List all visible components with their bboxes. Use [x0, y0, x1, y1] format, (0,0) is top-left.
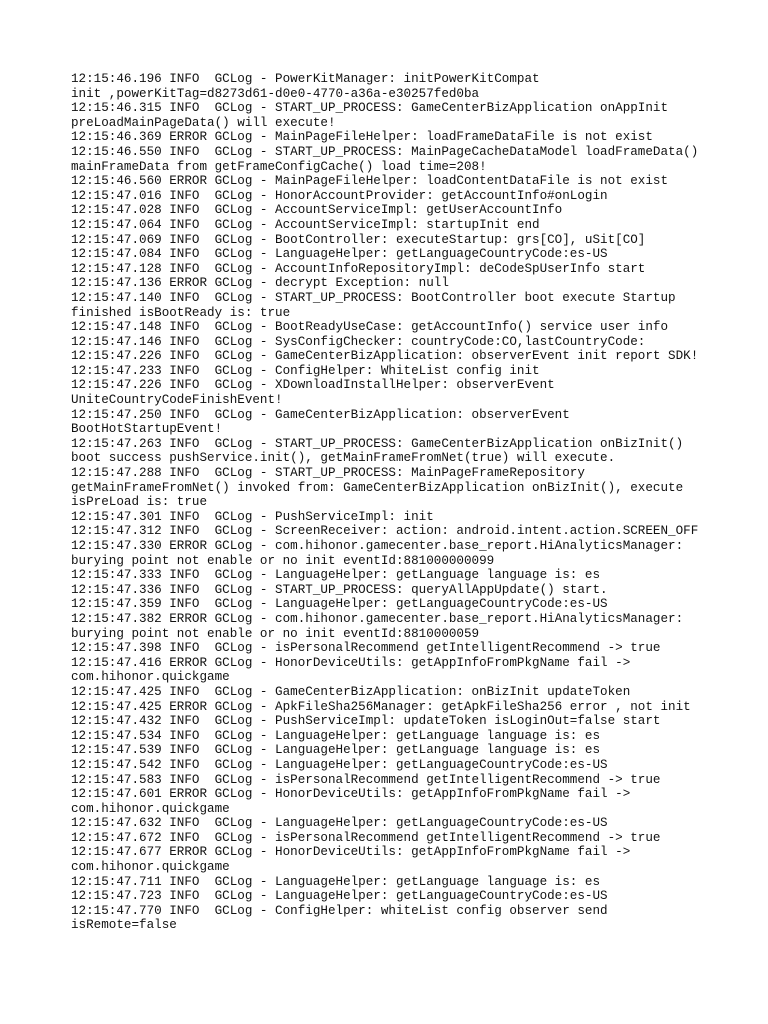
log-line: burying point not enable or no init eventId:881000000099 [71, 553, 495, 568]
log-line: 12:15:47.233 INFO GCLog - ConfigHelper: WhiteList config init [71, 363, 540, 378]
log-line: 12:15:47.583 INFO GCLog - isPersonalRecommend getIntelligentRecommend -> true [71, 772, 661, 787]
log-line: 12:15:47.601 ERROR GCLog - HonorDeviceUtils: getAppInfoFromPkgName fail -> [71, 787, 631, 802]
log-line: 12:15:47.336 INFO GCLog - START_UP_PROCESS: queryAllAppUpdate() start. [71, 582, 608, 597]
log-line: getMainFrameFromNet() invoked from: GameCenterBizApplication onBizInit(), execute [71, 480, 684, 495]
log-line: 12:15:47.770 INFO GCLog - ConfigHelper: whiteList config observer send [71, 903, 608, 918]
log-line: 12:15:47.333 INFO GCLog - LanguageHelper: getLanguage language is: es [71, 568, 601, 583]
log-line: 12:15:47.330 ERROR GCLog - com.hihonor.gamecenter.base_report.HiAnalyticsManager: [71, 539, 684, 553]
log-line: com.hihonor.quickgame [71, 801, 230, 816]
log-line: 12:15:47.250 INFO GCLog - GameCenterBizApplication: observerEvent [71, 407, 570, 422]
log-line: 12:15:47.064 INFO GCLog - AccountServiceImpl: startupInit end [71, 217, 540, 232]
log-line: 12:15:47.312 INFO GCLog - ScreenReceiver: action: android.intent.action.SCREEN_OFF [71, 524, 699, 539]
log-line: 12:15:47.140 INFO GCLog - START_UP_PROCESS: BootController boot execute Startup [71, 290, 676, 305]
log-line: burying point not enable or no init eventId:8810000059 [71, 626, 480, 641]
log-line: 12:15:47.146 INFO GCLog - SysConfigChecker: countryCode:CO,lastCountryCode: [71, 334, 646, 349]
log-line: 12:15:47.416 ERROR GCLog - HonorDeviceUtils: getAppInfoFromPkgName fail -> [71, 655, 631, 670]
log-line: 12:15:47.382 ERROR GCLog - com.hihonor.gamecenter.base_report.HiAnalyticsManager: [71, 611, 684, 626]
log-line: 12:15:47.016 INFO GCLog - HonorAccountProvider: getAccountInfo#onLogin [71, 188, 608, 203]
log-line: 12:15:47.128 INFO GCLog - AccountInfoRepositoryImpl: deCodeSpUserInfo start [71, 261, 646, 276]
log-line: 12:15:47.723 INFO GCLog - LanguageHelper: getLanguageCountryCode:es-US [71, 889, 608, 904]
log-line: 12:15:47.425 INFO GCLog - GameCenterBizApplication: onBizInit updateToken [71, 684, 631, 699]
log-line: com.hihonor.quickgame [71, 670, 230, 685]
log-line: 12:15:47.677 ERROR GCLog - HonorDeviceUtils: getAppInfoFromPkgName fail -> [71, 845, 631, 860]
log-line: 12:15:47.542 INFO GCLog - LanguageHelper: getLanguageCountryCode:es-US [71, 757, 608, 772]
log-line: 12:15:46.315 INFO GCLog - START_UP_PROCESS: GameCenterBizApplication onAppInit [71, 101, 669, 116]
log-line: 12:15:47.301 INFO GCLog - PushServiceImpl: init [71, 509, 434, 524]
log-line: 12:15:46.369 ERROR GCLog - MainPageFileHelper: loadFrameDataFile is not exist [71, 130, 653, 145]
log-line: 12:15:47.711 INFO GCLog - LanguageHelper: getLanguage language is: es [71, 874, 601, 889]
log-line: mainFrameData from getFrameConfigCache() load time=208! [71, 159, 487, 174]
log-line: 12:15:47.263 INFO GCLog - START_UP_PROCESS: GameCenterBizApplication onBizInit() [71, 436, 684, 451]
log-line: 12:15:47.539 INFO GCLog - LanguageHelper: getLanguage language is: es [71, 743, 601, 758]
log-line: 12:15:47.398 INFO GCLog - isPersonalRecommend getIntelligentRecommend -> true [71, 641, 661, 656]
log-line: 12:15:47.226 INFO GCLog - GameCenterBizApplication: observerEvent init report SDK! [71, 349, 699, 364]
log-line: 12:15:47.672 INFO GCLog - isPersonalRecommend getIntelligentRecommend -> true [71, 830, 661, 845]
log-line: 12:15:47.432 INFO GCLog - PushServiceImpl: updateToken isLoginOut=false start [71, 714, 661, 729]
log-line: 12:15:47.136 ERROR GCLog - decrypt Exception: null [71, 276, 449, 291]
log-line: 12:15:47.534 INFO GCLog - LanguageHelper: getLanguage language is: es [71, 728, 601, 743]
log-line: UniteCountryCodeFinishEvent! [71, 393, 283, 408]
log-line: boot success pushService.init(), getMainFrameFromNet(true) will execute. [71, 451, 616, 466]
log-line: 12:15:47.226 INFO GCLog - XDownloadInstallHelper: observerEvent [71, 378, 555, 393]
log-line: 12:15:47.148 INFO GCLog - BootReadyUseCase: getAccountInfo() service user info [71, 320, 669, 335]
log-line: 12:15:47.632 INFO GCLog - LanguageHelper: getLanguageCountryCode:es-US [71, 816, 608, 831]
log-line: finished isBootReady is: true [71, 305, 291, 320]
log-line: 12:15:46.196 INFO GCLog - PowerKitManager: initPowerKitCompat [71, 72, 540, 86]
log-line: 12:15:46.560 ERROR GCLog - MainPageFileHelper: loadContentDataFile is not exist [71, 174, 669, 189]
log-line: 12:15:47.359 INFO GCLog - LanguageHelper: getLanguageCountryCode:es-US [71, 597, 608, 612]
log-line: 12:15:47.425 ERROR GCLog - ApkFileSha256Manager: getApkFileSha256 error , not init [71, 699, 691, 714]
log-line: com.hihonor.quickgame [71, 860, 230, 875]
log-text-block [71, 72, 761, 933]
log-line: preLoadMainPageData() will execute! [71, 115, 336, 130]
log-line: 12:15:47.288 INFO GCLog - START_UP_PROCESS: MainPageFrameRepository [71, 466, 585, 481]
log-line: 12:15:47.084 INFO GCLog - LanguageHelper: getLanguageCountryCode:es-US [71, 247, 608, 262]
log-line: BootHotStartupEvent! [71, 422, 223, 437]
log-line: isPreLoad is: true [71, 495, 208, 510]
log-line: 12:15:47.069 INFO GCLog - BootController: executeStartup: grs[CO], uSit[CO] [71, 232, 646, 247]
log-line: 12:15:47.028 INFO GCLog - AccountServiceImpl: getUserAccountInfo [71, 203, 563, 218]
log-line: 12:15:46.550 INFO GCLog - START_UP_PROCESS: MainPageCacheDataModel loadFrameData() [71, 144, 699, 159]
log-line: isRemote=false [71, 918, 177, 933]
log-line: init ,powerKitTag=d8273d61-d0e0-4770-a36a-e30257fed0ba [71, 86, 480, 101]
